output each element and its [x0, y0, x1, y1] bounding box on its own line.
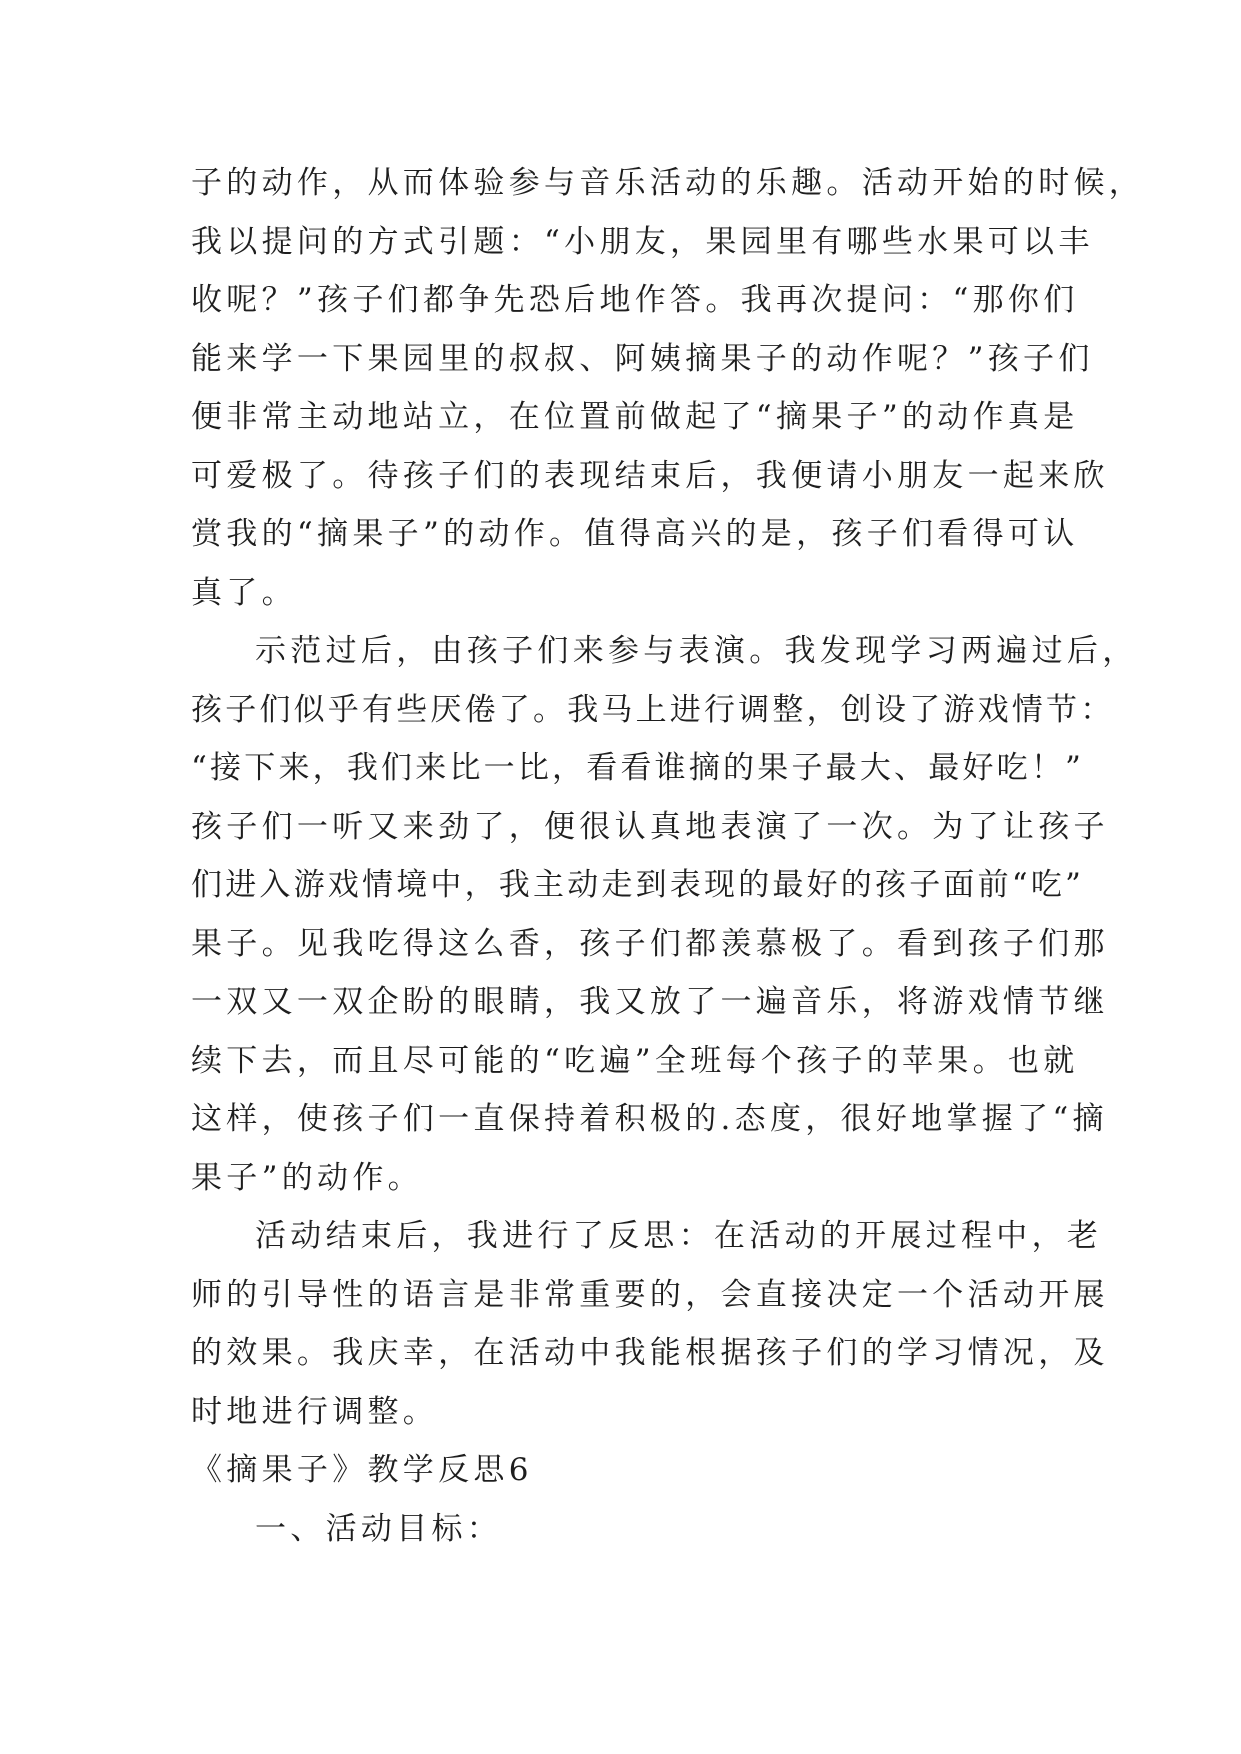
text-line: 示范过后，由孩子们来参与表演。我发现学习两遍过后， [255, 633, 1138, 669]
subheading: 一、活动目标： [255, 1510, 503, 1547]
paragraph-3 [191, 1207, 1109, 1441]
text-line: 能来学一下果园里的叔叔、阿姨摘果子的动作呢？”孩子们 [191, 340, 1094, 377]
text-line: 真了。 [191, 574, 297, 611]
paragraph-2 [191, 622, 1138, 1207]
text-line: 活动结束后，我进行了反思：在活动的开展过程中，老 [255, 1218, 1103, 1254]
text-line: 赏我的“摘果子”的动作。值得高兴的是，孩子们看得可认 [191, 516, 1079, 552]
text-line: “接下来，我们来比一比，看看谁摘的果子最大、最好吃！” [191, 750, 1085, 786]
document-body [191, 154, 1145, 1558]
text-line: 果子”的动作。 [191, 1159, 423, 1196]
text-line: 一双又一双企盼的眼睛，我又放了一遍音乐，将游戏情节继 [191, 984, 1109, 1020]
text-line: 们进入游戏情境中，我主动走到表现的最好的孩子面前“吃” [191, 867, 1085, 903]
text-line: 我以提问的方式引题：“小朋友，果园里有哪些水果可以丰 [191, 223, 1094, 260]
section-title: 《摘果子》教学反思6 [191, 1452, 533, 1488]
text-line: 可爱极了。待孩子们的表现结束后，我便请小朋友一起来欣 [191, 457, 1109, 494]
text-line: 孩子们似乎有些厌倦了。我马上进行调整，创设了游戏情节： [191, 691, 1115, 728]
text-line: 续下去，而且尽可能的“吃遍”全班每个孩子的苹果。也就 [191, 1042, 1079, 1079]
text-line: 子的动作，从而体验参与音乐活动的乐趣。活动开始的时候， [191, 165, 1145, 201]
text-line: 的效果。我庆幸，在活动中我能根据孩子们的学习情况，及 [191, 1335, 1109, 1371]
text-line: 收呢？”孩子们都争先恐后地作答。我再次提问：“那你们 [191, 282, 1079, 318]
text-line: 果子。见我吃得这么香，孩子们都羡慕极了。看到孩子们那 [191, 925, 1109, 962]
text-line: 这样，使孩子们一直保持着积极的.态度，很好地掌握了“摘 [191, 1101, 1108, 1137]
text-line: 便非常主动地站立，在位置前做起了“摘果子”的动作真是 [191, 399, 1079, 435]
text-line: 时地进行调整。 [191, 1393, 439, 1430]
text-line: 孩子们一听又来劲了，便很认真地表演了一次。为了让孩子 [191, 808, 1109, 845]
paragraph-1 [191, 154, 1145, 622]
text-line: 师的引导性的语言是非常重要的，会直接决定一个活动开展 [191, 1276, 1109, 1313]
